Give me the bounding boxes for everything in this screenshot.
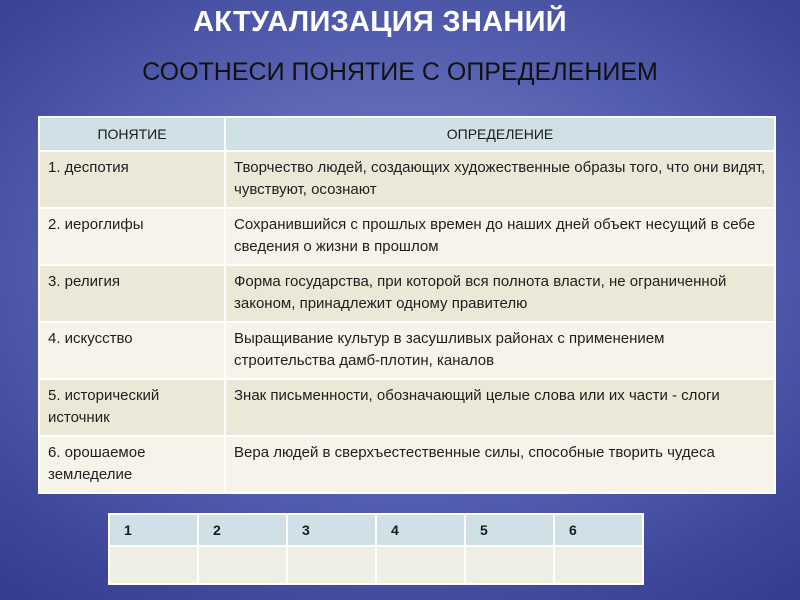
table-row xyxy=(39,322,775,379)
term-cell: 6. орошаемое земледелие xyxy=(39,436,225,493)
column-header-definition: ОПРЕДЕЛЕНИЕ xyxy=(225,117,775,151)
table-row xyxy=(39,265,775,322)
definition-cell: Творчество людей, создающих художественные образы того, что они видят, чувствуют, осознают xyxy=(225,151,775,208)
definition-cell: Вера людей в сверхъестественные силы, способные творить чудеса xyxy=(225,436,775,493)
table-row xyxy=(39,436,775,493)
answer-cell[interactable] xyxy=(109,546,198,584)
page-subtitle: СООТНЕСИ ПОНЯТИЕ С ОПРЕДЕЛЕНИЕМ xyxy=(142,58,658,86)
answer-header: 1 xyxy=(109,514,198,546)
term-cell: 3. религия xyxy=(39,265,225,322)
answer-header: 6 xyxy=(554,514,643,546)
definition-cell: Знак письменности, обозначающий целые слова или их части - слоги xyxy=(225,379,775,436)
answer-header: 3 xyxy=(287,514,376,546)
term-cell: 5. исторический источник xyxy=(39,379,225,436)
term-cell: 4. искусство xyxy=(39,322,225,379)
definition-cell: Выращивание культур в засушливых районах с применением строительства дамб-плотин, каналов xyxy=(225,322,775,379)
page-title: АКТУАЛИЗАЦИЯ ЗНАНИЙ xyxy=(193,6,567,38)
answer-header: 4 xyxy=(376,514,465,546)
answer-cell[interactable] xyxy=(376,546,465,584)
column-header-term: ПОНЯТИЕ xyxy=(39,117,225,151)
answer-header-row xyxy=(109,514,643,546)
definition-cell: Форма государства, при которой вся полнота власти, не ограниченной законом, принадлежит одному правителю xyxy=(225,265,775,322)
answer-table xyxy=(108,513,644,585)
answer-header: 5 xyxy=(465,514,554,546)
answer-row xyxy=(109,546,643,584)
term-cell: 1. деспотия xyxy=(39,151,225,208)
term-cell: 2. иероглифы xyxy=(39,208,225,265)
definition-cell: Сохранившийся с прошлых времен до наших дней объект несущий в себе сведения о жизни в прошлом xyxy=(225,208,775,265)
table-row xyxy=(39,379,775,436)
answer-cell[interactable] xyxy=(287,546,376,584)
table-row xyxy=(39,208,775,265)
answer-header: 2 xyxy=(198,514,287,546)
table-header-row xyxy=(39,117,775,151)
answer-cell[interactable] xyxy=(554,546,643,584)
answer-cell[interactable] xyxy=(198,546,287,584)
answer-cell[interactable] xyxy=(465,546,554,584)
matching-table xyxy=(38,116,776,494)
table-row xyxy=(39,151,775,208)
